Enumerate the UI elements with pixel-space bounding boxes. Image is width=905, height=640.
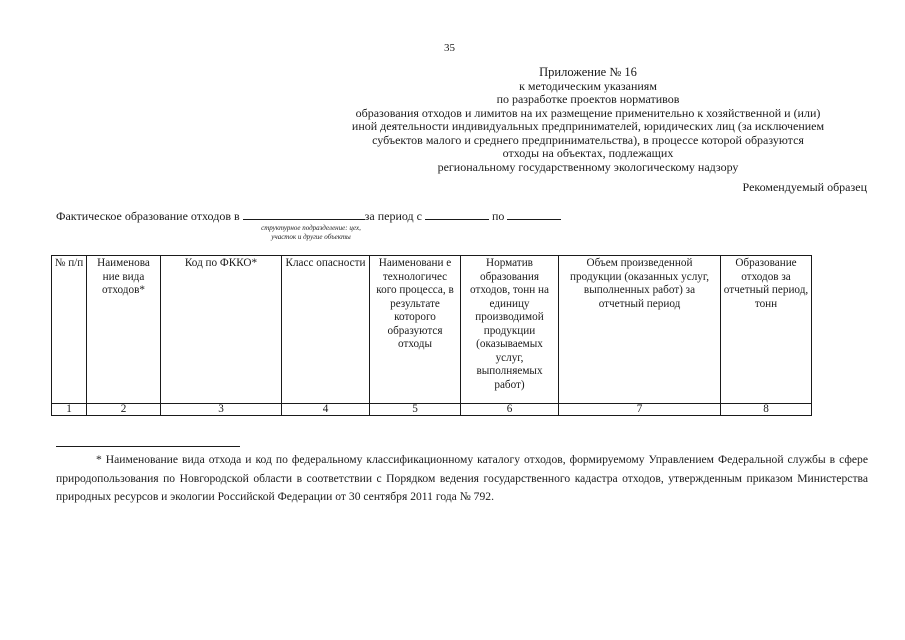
footnote-rule <box>56 446 240 447</box>
period-label: за период с <box>364 209 422 223</box>
heading-line: отходы на объектах, подлежащих <box>502 146 674 160</box>
column-number-cell: 7 <box>559 404 721 416</box>
header-cell-fkko-code: Код по ФККО* <box>161 256 282 404</box>
column-number-cell: 2 <box>87 404 161 416</box>
header-cell-number: № п/п <box>52 256 87 404</box>
heading-line: к методическим указаниям <box>519 78 657 93</box>
period-to-blank <box>507 209 561 220</box>
page-number: 35 <box>444 42 455 54</box>
heading-line: образования отходов и лимитов на их размещение применительно к хозяйственной и (или) <box>355 105 821 120</box>
form-line-prefix: Фактическое образование отходов в <box>56 209 240 223</box>
header-cell-norm: Норматив образования отходов, тонн на единицу производимой продукции (оказываемых услуг, выполняемых работ) <box>461 256 559 404</box>
waste-table <box>51 255 812 416</box>
appendix-title: Приложение № 16 <box>539 65 637 79</box>
period-from-blank <box>425 209 489 220</box>
unit-caption-line: участок и другие объекты <box>271 233 351 241</box>
heading-line: региональному государственному экологическому надзору <box>437 159 739 174</box>
heading-line: субъектов малого и среднего предпринимательства), в процессе которой образуются <box>372 132 804 147</box>
unit-blank <box>243 209 365 220</box>
appendix-heading <box>300 66 876 174</box>
table-header-row <box>52 256 812 404</box>
header-cell-production-volume: Объем произведенной продукции (оказанных услуг, выполненных работ) за отчетный период <box>559 256 721 404</box>
column-number-cell: 5 <box>370 404 461 416</box>
table-row <box>52 404 812 416</box>
column-number-cell: 4 <box>282 404 370 416</box>
recommended-sample-label: Рекомендуемый образец <box>742 180 867 194</box>
column-number-cell: 6 <box>461 404 559 416</box>
column-number-cell: 1 <box>52 404 87 416</box>
heading-line: иной деятельности индивидуальных предпринимателей, юридических лиц (за исключением <box>351 119 825 133</box>
header-cell-waste-generated: Образование отходов за отчетный период, тонн <box>721 256 812 404</box>
column-number-cell: 8 <box>721 404 812 416</box>
footnote: * Наименование вида отхода и код по федеральному классификационному каталогу отходов, формируемому Управлением Федеральной службы в сфере природопользования по Новгородской области в соответствии с Порядком ведения государственного кадастра отходов, утвержденным приказом Министерства природных ресурсов и экологии Российской Федерации от 30 сентября 2011 года № 792. <box>56 453 868 503</box>
header-cell-waste-name: Наименова ние вида отходов* <box>87 256 161 404</box>
heading-line: по разработке проектов нормативов <box>496 92 680 106</box>
period-to-label: по <box>491 209 505 223</box>
header-cell-hazard-class: Класс опасности <box>282 256 370 404</box>
form-line <box>56 209 561 224</box>
unit-caption <box>255 224 367 242</box>
header-cell-process-name: Наименовани е технологичес кого процесса, в результате которого образуются отходы <box>370 256 461 404</box>
column-number-cell: 3 <box>161 404 282 416</box>
unit-caption-line: структурное подразделение: цех, <box>261 224 361 232</box>
